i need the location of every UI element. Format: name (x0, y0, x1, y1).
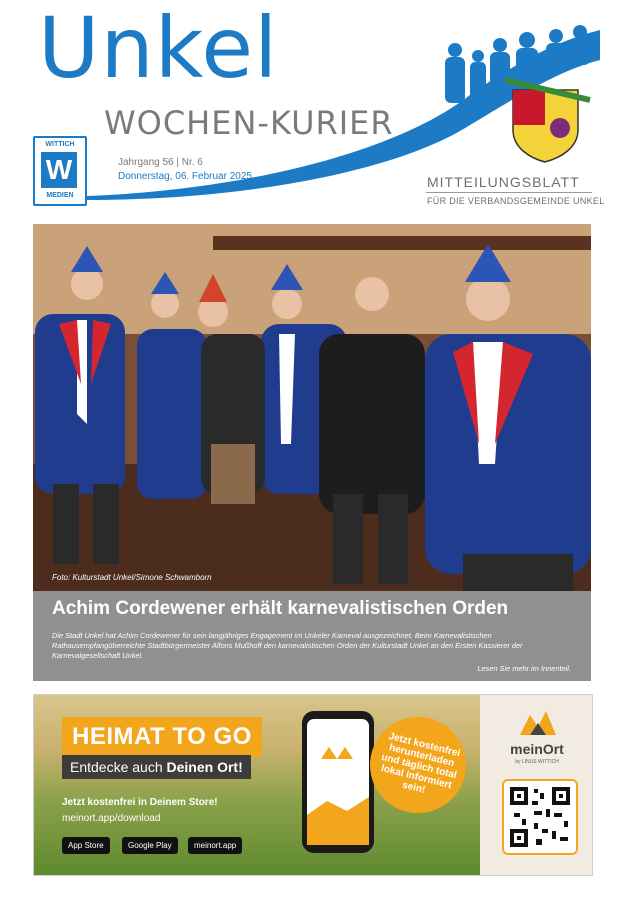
meinort-brand: meinOrt (510, 741, 564, 757)
ad-entdecke-prefix: Entdecke auch (70, 759, 167, 775)
masthead-title: Unkel (38, 0, 279, 97)
meinort-brand-sub: by LINUS WITTICH (515, 759, 559, 765)
logo-letter: W (41, 152, 77, 188)
ad-entdecke-bold: Deinen Ort! (166, 759, 243, 775)
google-play-badge[interactable]: Google Play (122, 837, 178, 854)
issue-number: Jahrgang 56 | Nr. 6 (118, 157, 203, 168)
logo-text-bottom: MEDIEN (46, 192, 74, 199)
issue-date: Donnerstag, 06. Februar 2025 (118, 171, 252, 182)
verbandsgemeinde-label: FÜR DIE VERBANDSGEMEINDE UNKEL (427, 196, 605, 206)
feature-photo (33, 224, 591, 591)
ad-download-url[interactable]: meinort.app/download (62, 813, 161, 824)
meinort-advert[interactable] (33, 694, 593, 876)
web-app-badge[interactable]: meinort.app (188, 837, 242, 854)
smartphone-icon (302, 711, 374, 853)
qr-code-icon[interactable] (502, 779, 578, 855)
ad-entdecke-banner (62, 755, 251, 779)
phone-screen (307, 719, 369, 845)
coat-of-arms-icon (505, 80, 590, 162)
ad-heimat-banner: HEIMAT TO GO (62, 717, 262, 757)
article-teaser: Die Stadt Unkel hat Achim Cordewener für sein langjähriges Engagement im Unkeler Karneval ausgezeichnet. Beim Karnevalistischen Rathausempfangüberreichte Stadtbürgermeister Alfons Mußhoff den karnevalistischen Orden der Kulturstadt Unkel an den Ersten Kassierer der Karnevalgesellschaft Unkel. (52, 631, 523, 660)
logo-text-top: WITTICH (45, 141, 75, 148)
meinort-logo-icon (518, 709, 558, 737)
divider (426, 192, 592, 193)
photo-credit: Foto: Kulturstadt Unkel/Simone Schwamborn (52, 573, 212, 582)
read-more-note: Lesen Sie mehr im Innenteil. (477, 664, 571, 673)
mitteilungsblatt-label: MITTEILUNGSBLATT (427, 174, 580, 190)
ad-store-line: Jetzt kostenfrei in Deinem Store! (62, 797, 218, 808)
app-store-badge[interactable]: App Store (62, 837, 110, 854)
wittich-medien-logo (33, 136, 87, 206)
masthead-subtitle: WOCHEN-KURIER (104, 104, 394, 142)
ad-promo-text: Jetzt kostenfrei herunterladen und täglich total lokal informiert sein! (379, 730, 462, 797)
article-headline: Achim Cordewener erhält karnevalistischen Orden (52, 598, 509, 619)
